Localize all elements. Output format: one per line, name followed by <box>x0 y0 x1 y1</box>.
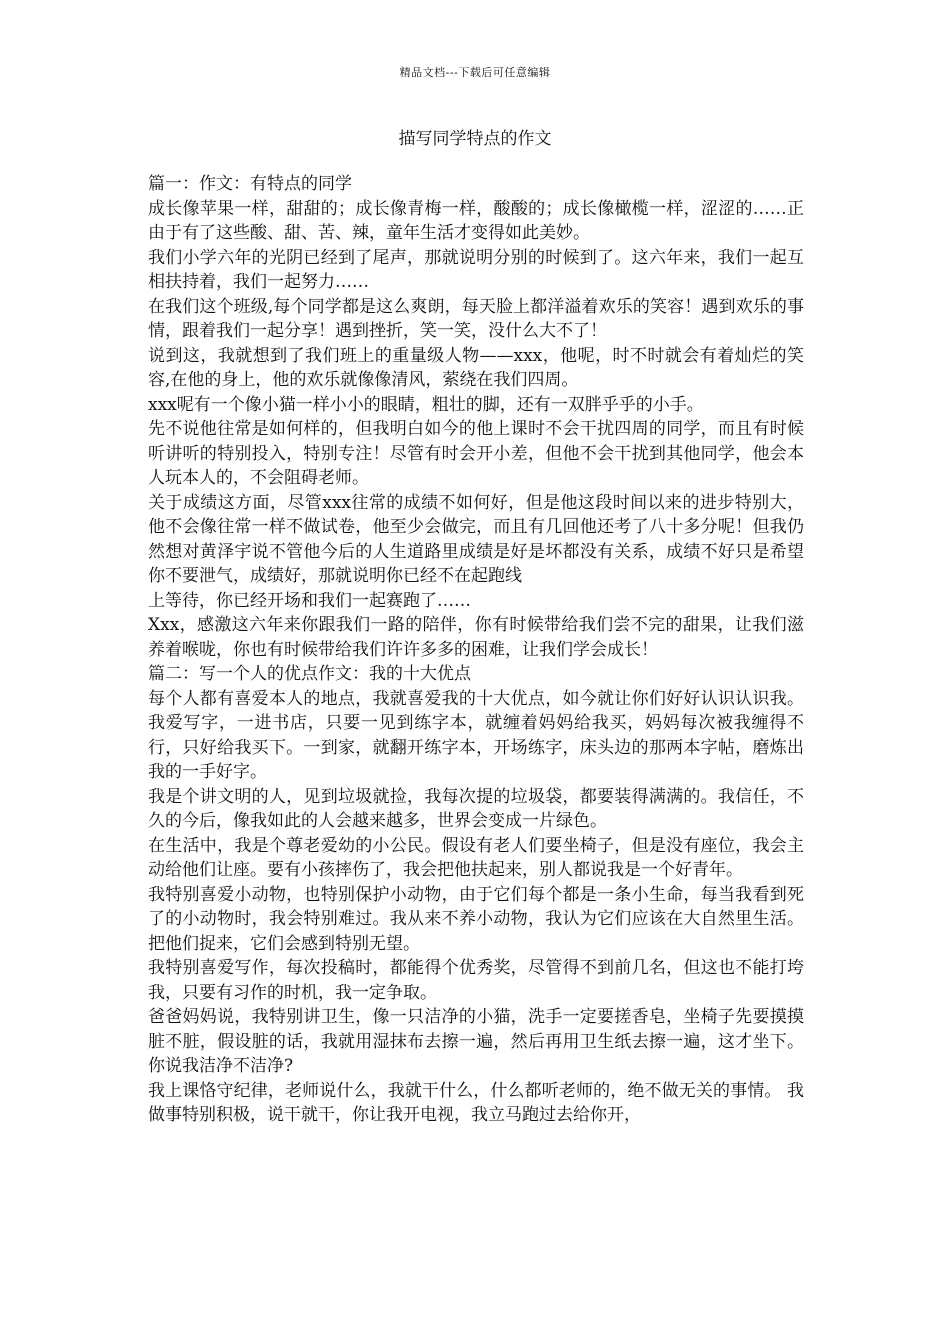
paragraph: 说到这，我就想到了我们班上的重量级人物——xxx，他呢，时不时就会有着灿烂的笑容,在他的身上，他的欢乐就像像清风，萦绕在我们四周。 <box>148 345 804 390</box>
paragraph: 关于成绩这方面，尽管xxx往常的成绩不如何好，但是他这段时间以来的进步特别大，他不会像往常一样不做试卷，他至少会做完，而且有几回他还考了八十多分呢！但我仍然想对黄泽宇说不管他今后的人生道路里成绩是好是坏都没有关系，成绩不好只是希望你不要泄气，成绩好，那就说明你已经不在起跑线 上等待，你已经开场和我们一起赛跑了…… <box>148 492 804 611</box>
paragraph: 在生活中，我是个尊老爱幼的小公民。假设有老人们要坐椅子，但是没有座位，我会主动给他们让座。要有小孩摔伤了，我会把他扶起来，别人都说我是一个好青年。 <box>148 835 804 880</box>
section-heading-1: 篇一：作文：有特点的同学 <box>148 174 352 194</box>
paragraph: 我特别喜爱写作，每次投稿时，都能得个优秀奖，尽管得不到前几名，但这也不能打垮我，只要有习作的时机，我一定争取。 <box>148 958 804 1003</box>
paragraph: 在我们这个班级,每个同学都是这么爽朗，每天脸上都洋溢着欢乐的笑容！遇到欢乐的事情，跟着我们一起分享！遇到挫折，笑一笑，没什么大不了！ <box>148 296 804 341</box>
paragraph: Xxx，感激这六年来你跟我们一路的陪伴，你有时候带给我们尝不完的甜果，让我们滋养着喉咙，你也有时候带给我们许许多多的困难，让我们学会成长！ <box>148 615 804 660</box>
paragraph: 我们小学六年的光阴已经到了尾声，那就说明分别的时候到了。这六年来，我们一起互相扶持着，我们一起努力…… <box>148 247 804 292</box>
paragraph: 爸爸妈妈说，我特别讲卫生，像一只洁净的小猫，洗手一定要搓香皂，坐椅子先要摸摸脏不脏，假设脏的话，我就用湿抹布去擦一遍，然后再用卫生纸去擦一遍，这才坐下。你说我洁净不洁净? <box>148 1007 804 1076</box>
paragraph: 我上课恪守纪律，老师说什么，我就干什么，什么都听老师的，绝不做无关的事情。 我做事特别积极，说干就干，你让我开电视，我立马跑过去给你开， <box>148 1080 804 1125</box>
section-heading-2: 篇二：写一个人的优点作文：我的十大优点 <box>148 664 471 684</box>
paragraph: xxx呢有一个像小猫一样小小的眼睛，粗壮的脚，还有一双胖乎乎的小手。 <box>148 394 704 415</box>
document-title: 描写同学特点的作文 <box>398 129 552 149</box>
document-body <box>148 172 804 1128</box>
paragraph: 我特别喜爱小动物，也特别保护小动物，由于它们每个都是一条小生命，每当我看到死了的小动物时，我会特别难过。我从来不养小动物，我认为它们应该在大自然里生活。把他们捉来，它们会感到特别无望。 <box>148 884 804 954</box>
paragraph: 每个人都有喜爱本人的地点，我就喜爱我的十大优点，如今就让你们好好认识认识我。 我爱写字，一进书店，只要一见到练字本，就缠着妈妈给我买，妈妈每次被我缠得不行，只好给我买下。一到家，就翻开练字本，开场练字，床头边的那两本字帖，磨炼出我的一手好字。 <box>148 688 804 782</box>
page-header: 精品文档---下载后可任意编辑 <box>399 66 551 79</box>
paragraph: 我是个讲文明的人，见到垃圾就捡，我每次提的垃圾袋，都要装得满满的。我信任，不久的今后，像我如此的人会越来越多，世界会变成一片绿色。 <box>148 786 804 831</box>
paragraph: 先不说他往常是如何样的，但我明白如今的他上课时不会干扰四周的同学，而且有时候听讲听的特别投入，特别专注！尽管有时会开小差，但他不会干扰到其他同学，他会本人玩本人的，不会阻碍老师。 <box>148 419 804 488</box>
paragraph: 成长像苹果一样，甜甜的；成长像青梅一样，酸酸的；成长像橄榄一样，涩涩的……正由于有了这些酸、甜、苦、辣，童年生活才变得如此美妙。 <box>148 198 804 243</box>
